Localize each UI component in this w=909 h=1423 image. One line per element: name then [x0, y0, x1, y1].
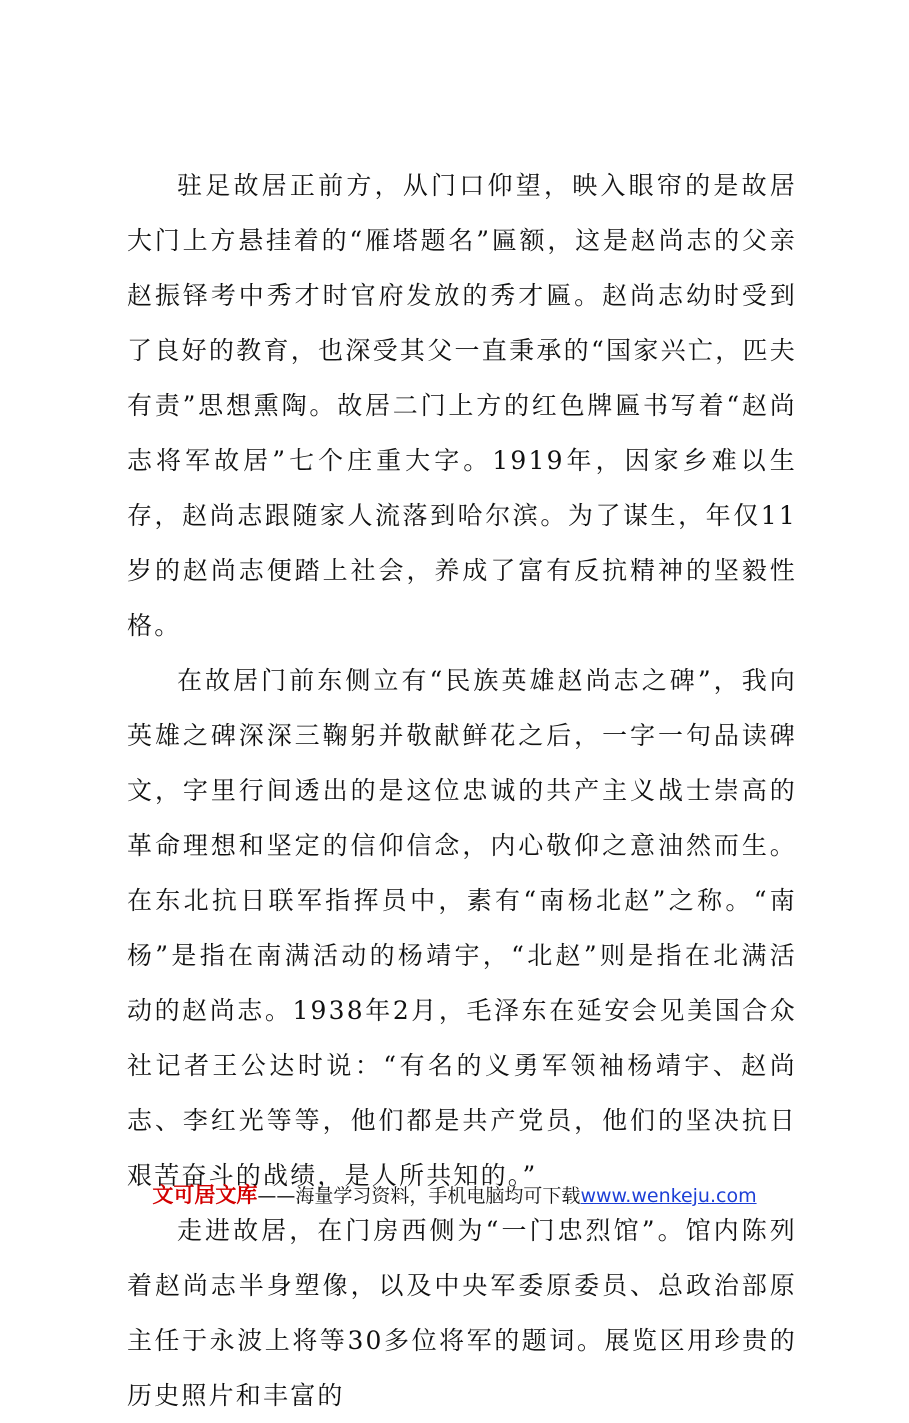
paragraph-1: 驻足故居正前方，从门口仰望，映入眼帘的是故居大门上方悬挂着的“雁塔题名”匾额，这是赵尚志的父亲赵振铎考中秀才时官府发放的秀才匾。赵尚志幼时受到了良好的教育，也深受其父一直秉承的“国家兴亡，匹夫有责”思想熏陶。故居二门上方的红色牌匾书写着“赵尚志将军故居”七个庄重大字。1919年，因家乡难以生存，赵尚志跟随家人流落到哈尔滨。为了谋生，年仅11岁的赵尚志便踏上社会，养成了富有反抗精神的坚毅性格。	[127, 171, 797, 640]
brand-name: 文可居文库	[152, 1183, 258, 1207]
paragraph-3: 走进故居，在门房西侧为“一门忠烈馆”。馆内陈列着赵尚志半身塑像，以及中央军委原委员、总政治部原主任于永波上将等30多位将军的题词。展览区用珍贵的历史照片和丰富的	[127, 1216, 797, 1410]
website-link[interactable]: www.wenkeju.com	[580, 1185, 757, 1207]
footer-banner	[0, 1179, 909, 1209]
footer-slogan: ——海量学习资料，手机电脑均可下载	[257, 1185, 581, 1207]
document-body	[127, 158, 797, 1423]
paragraph-2: 在故居门前东侧立有“民族英雄赵尚志之碑”，我向英雄之碑深深三鞠躬并敬献鲜花之后，一字一句品读碑文，字里行间透出的是这位忠诚的共产主义战士崇高的革命理想和坚定的信仰信念，内心敬仰之意油然而生。在东北抗日联军指挥员中，素有“南杨北赵”之称。“南杨”是指在南满活动的杨靖宇，“北赵”则是指在北满活动的赵尚志。1938年2月，毛泽东在延安会见美国合众社记者王公达时说：“有名的义勇军领袖杨靖宇、赵尚志、李红光等等，他们都是共产党员，他们的坚决抗日艰苦奋斗的战绩，是人所共知的。”	[127, 666, 797, 1190]
